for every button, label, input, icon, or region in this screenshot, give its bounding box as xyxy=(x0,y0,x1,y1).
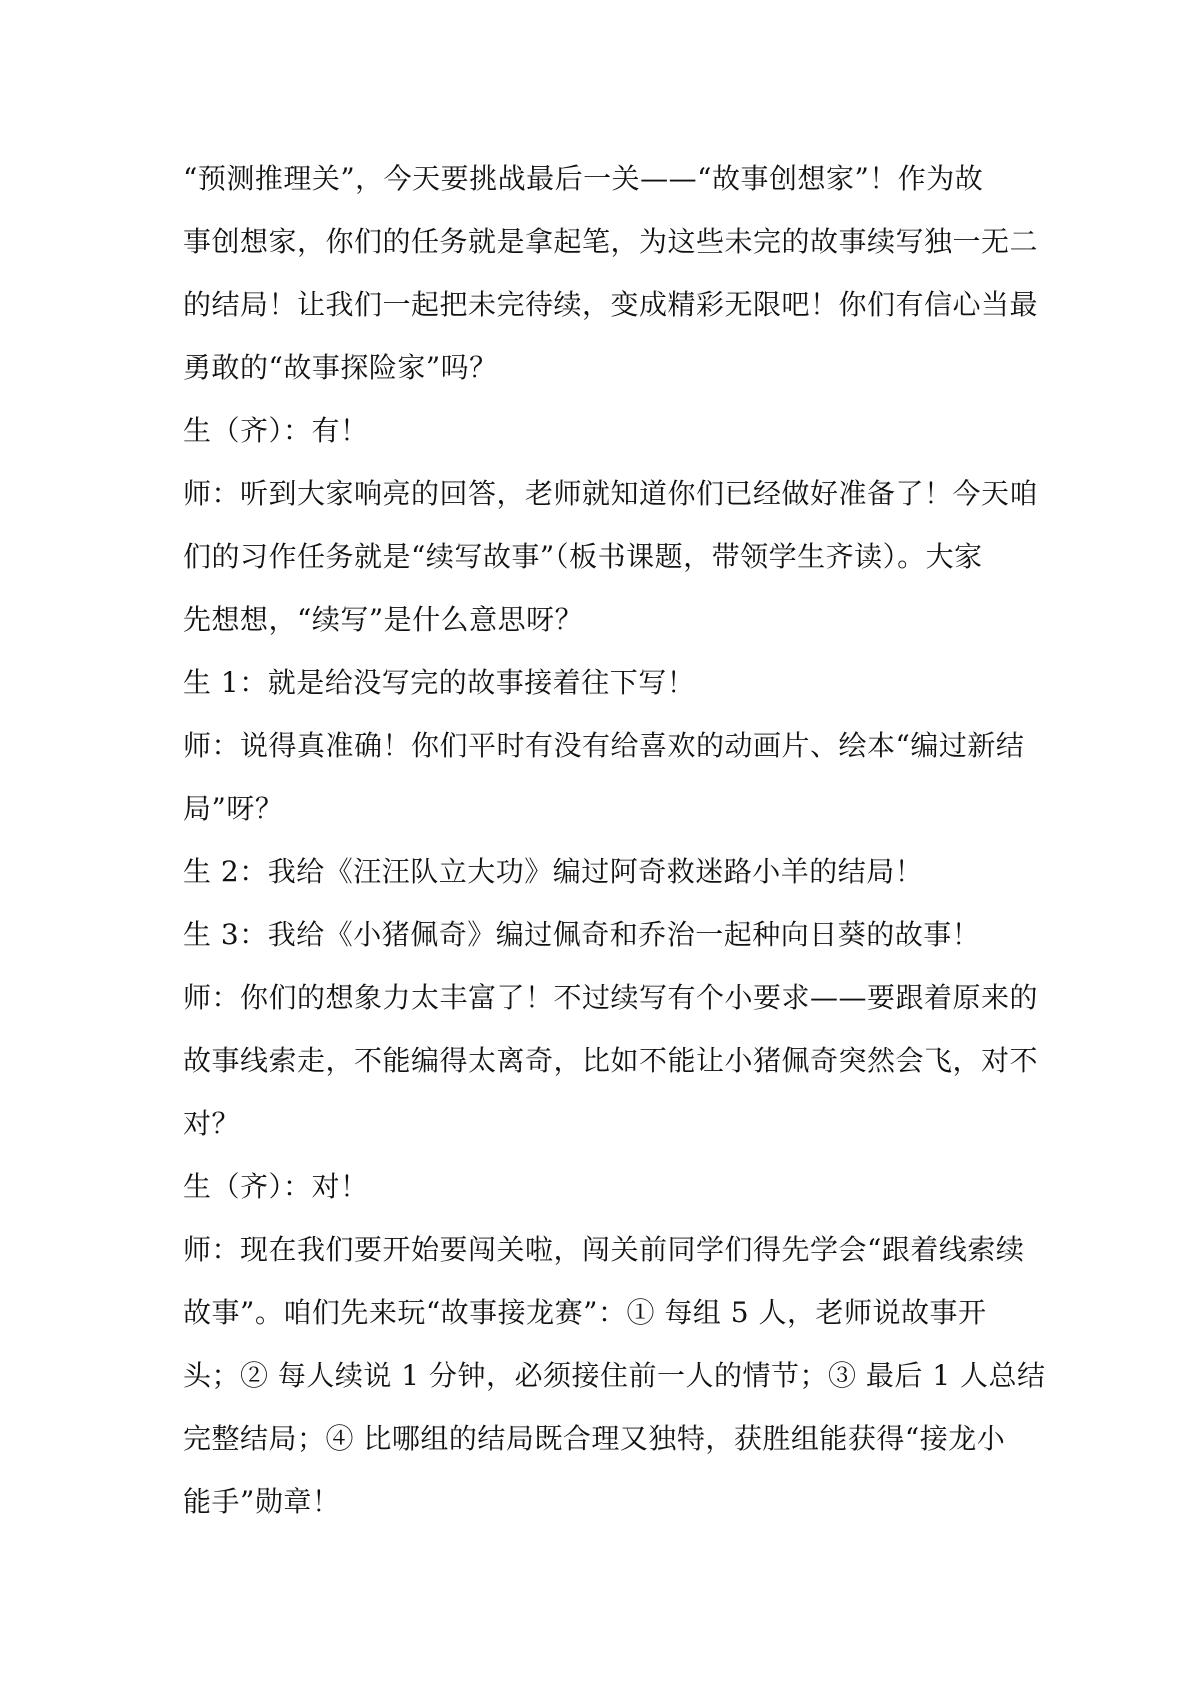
text-line: 师：听到大家响亮的回答，老师就知道你们已经做好准备了！今天咱 xyxy=(183,477,1039,510)
text-line: 生 1：就是给没写完的故事接着往下写！ xyxy=(183,666,696,699)
text-line: 局”呀？ xyxy=(183,792,284,825)
text-line: 师：你们的想象力太丰富了！不过续写有个小要求——要跟着原来的 xyxy=(183,981,1039,1014)
text-line: 故事”。咱们先来玩“故事接龙赛”：① 每组 5 人，老师说故事开 xyxy=(183,1296,987,1329)
text-line: 生（齐）：对！ xyxy=(183,1170,369,1203)
text-line: 生（齐）：有！ xyxy=(183,414,369,447)
text-line: 的结局！让我们一起把未完待续，变成精彩无限吧！你们有信心当最 xyxy=(183,288,1039,321)
text-line: 师：说得真准确！你们平时有没有给喜欢的动画片、绘本“编过新结 xyxy=(183,729,1025,762)
text-line: 先想想，“续写”是什么意思呀？ xyxy=(183,603,584,636)
text-line: 完整结局；④ 比哪组的结局既合理又独特，获胜组能获得“接龙小 xyxy=(183,1422,1006,1455)
text-line: 事创想家，你们的任务就是拿起笔，为这些未完的故事续写独一无二 xyxy=(183,225,1039,258)
text-line: “预测推理关”，今天要挑战最后一关——“故事创想家”！作为故 xyxy=(183,162,984,195)
text-line: 生 2：我给《汪汪队立大功》编过阿奇救迷路小羊的结局！ xyxy=(183,855,924,888)
text-line: 头；② 每人续说 1 分钟，必须接住前一人的情节；③ 最后 1 人总结 xyxy=(183,1359,1046,1392)
text-line: 师：现在我们要开始要闯关啦，闯关前同学们得先学会“跟着线索续 xyxy=(183,1233,1025,1266)
text-line: 对？ xyxy=(183,1107,241,1140)
document-body xyxy=(183,147,1046,1533)
text-line: 勇敢的“故事探险家”吗？ xyxy=(183,351,498,384)
text-line: 故事线索走，不能编得太离奇，比如不能让小猪佩奇突然会飞，对不 xyxy=(183,1044,1039,1077)
text-line: 们的习作任务就是“续写故事”（板书课题，带领学生齐读）。大家 xyxy=(183,540,983,573)
text-line: 生 3：我给《小猪佩奇》编过佩奇和乔治一起种向日葵的故事！ xyxy=(183,918,981,951)
text-line: 能手”勋章！ xyxy=(183,1485,341,1518)
